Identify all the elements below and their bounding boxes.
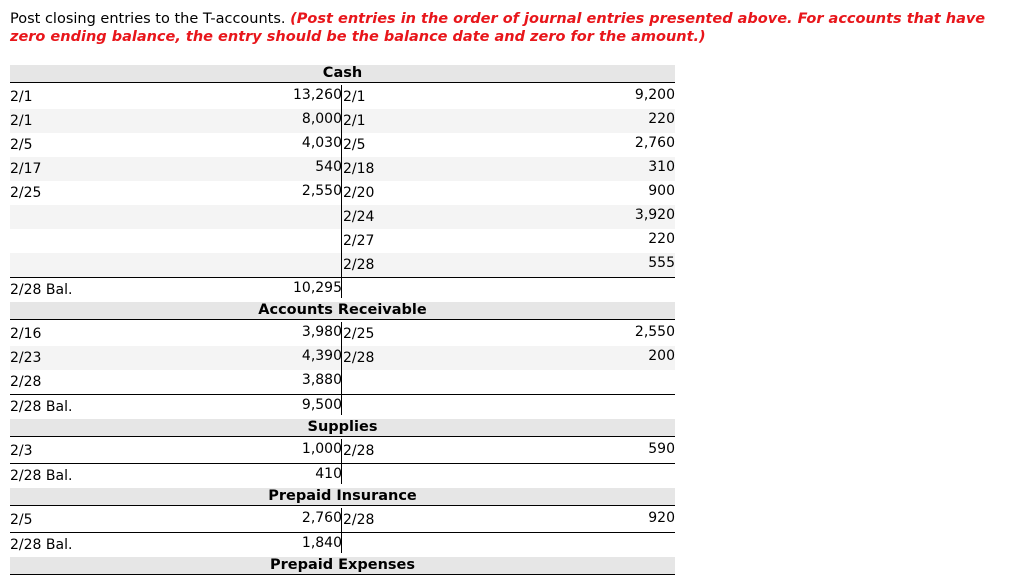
instructions-text: Post closing entries to the T-accounts. [10,11,291,27]
credit-amount-cell[interactable]: 3,920 [634,207,675,223]
t-account-divider [341,278,342,298]
t-account-divider [341,229,342,253]
credit-date-cell[interactable]: 2/24 [343,209,375,225]
debit-amount-cell[interactable]: 4,030 [301,135,342,151]
debit-amount-cell[interactable]: 1,000 [301,441,342,457]
t-account-divider [341,346,342,370]
credit-amount-cell[interactable]: 310 [648,159,675,175]
credit-date-cell[interactable]: 2/5 [343,137,366,153]
account-title: Accounts Receivable [10,302,675,320]
debit-date-cell[interactable]: 2/17 [10,161,42,177]
posting-row [10,229,675,253]
credit-date-cell[interactable]: 2/18 [343,161,375,177]
debit-date-cell[interactable]: 2/5 [10,512,33,528]
t-account-divider [341,109,342,133]
credit-amount-cell[interactable]: 555 [648,255,675,271]
credit-amount-cell[interactable]: 900 [648,183,675,199]
balance-date-cell[interactable]: 2/28 Bal. [10,468,73,484]
credit-amount-cell[interactable]: 2,760 [634,135,675,151]
credit-date-cell[interactable]: 2/1 [343,89,366,105]
balance-amount-cell[interactable]: 10,295 [293,280,342,296]
debit-amount-cell[interactable]: 3,980 [301,324,342,340]
debit-amount-cell[interactable]: 2,760 [301,510,342,526]
balance-row [10,463,675,488]
credit-date-cell[interactable]: 2/28 [343,257,375,273]
debit-amount-cell[interactable]: 540 [315,159,342,175]
debit-date-cell[interactable]: 2/1 [10,89,33,105]
account-title: Prepaid Expenses [10,557,675,575]
credit-date-cell[interactable]: 2/20 [343,185,375,201]
balance-date-cell[interactable]: 2/28 Bal. [10,537,73,553]
credit-amount-cell[interactable]: 200 [648,348,675,364]
posting-row [10,157,675,181]
t-account-divider [341,464,342,484]
t-account-divider [341,157,342,181]
credit-date-cell[interactable]: 2/1 [343,113,366,129]
balance-date-cell[interactable]: 2/28 Bal. [10,399,73,415]
balance-date-cell[interactable]: 2/28 Bal. [10,282,73,298]
credit-amount-cell[interactable]: 220 [648,231,675,247]
balance-amount-cell[interactable]: 9,500 [301,397,342,413]
credit-date-cell[interactable]: 2/27 [343,233,375,249]
credit-date-cell[interactable]: 2/28 [343,350,375,366]
credit-date-cell[interactable]: 2/25 [343,326,375,342]
debit-date-cell[interactable]: 2/3 [10,443,33,459]
debit-amount-cell[interactable]: 13,260 [293,87,342,103]
posting-row [10,205,675,229]
debit-amount-cell[interactable]: 3,880 [301,372,342,388]
posting-row [10,439,675,463]
debit-date-cell[interactable]: 2/23 [10,350,42,366]
credit-amount-cell[interactable]: 2,550 [634,324,675,340]
t-account-divider [341,181,342,205]
posting-row [10,85,675,109]
t-account-divider [341,322,342,346]
balance-amount-cell[interactable]: 410 [315,466,342,482]
balance-row [10,532,675,557]
posting-row [10,322,675,346]
t-account-divider [341,395,342,415]
t-accounts [10,65,675,575]
posting-row [10,133,675,157]
t-account-divider [341,533,342,553]
debit-date-cell[interactable]: 2/5 [10,137,33,153]
debit-date-cell[interactable]: 2/1 [10,113,33,129]
balance-amount-cell[interactable]: 1,840 [301,535,342,551]
credit-amount-cell[interactable]: 9,200 [634,87,675,103]
debit-amount-cell[interactable]: 2,550 [301,183,342,199]
account-title: Cash [10,65,675,83]
posting-row [10,253,675,277]
t-account-divider [341,133,342,157]
instructions [10,10,1015,46]
posting-row [10,109,675,133]
balance-row [10,394,675,419]
t-account-divider [341,439,342,463]
t-account-divider [341,508,342,532]
posting-row [10,181,675,205]
credit-date-cell[interactable]: 2/28 [343,443,375,459]
t-account-divider [341,85,342,109]
account-title: Supplies [10,419,675,437]
credit-date-cell[interactable]: 2/28 [343,512,375,528]
credit-amount-cell[interactable]: 220 [648,111,675,127]
instructions-emphasis: (Post entries in the order of journal entries presented above. For accounts that have zero ending balance, the entry should be the balance date and zero for the amount.) [10,11,986,45]
posting-row [10,508,675,532]
t-account-divider [341,205,342,229]
posting-row [10,346,675,370]
debit-date-cell[interactable]: 2/25 [10,185,42,201]
debit-amount-cell[interactable]: 8,000 [301,111,342,127]
debit-date-cell[interactable]: 2/16 [10,326,42,342]
t-account-divider [341,253,342,277]
credit-amount-cell[interactable]: 590 [648,441,675,457]
debit-date-cell[interactable]: 2/28 [10,374,42,390]
credit-amount-cell[interactable]: 920 [648,510,675,526]
balance-row [10,277,675,302]
debit-amount-cell[interactable]: 4,390 [301,348,342,364]
t-account-divider [341,370,342,394]
posting-row [10,370,675,394]
account-title: Prepaid Insurance [10,488,675,506]
